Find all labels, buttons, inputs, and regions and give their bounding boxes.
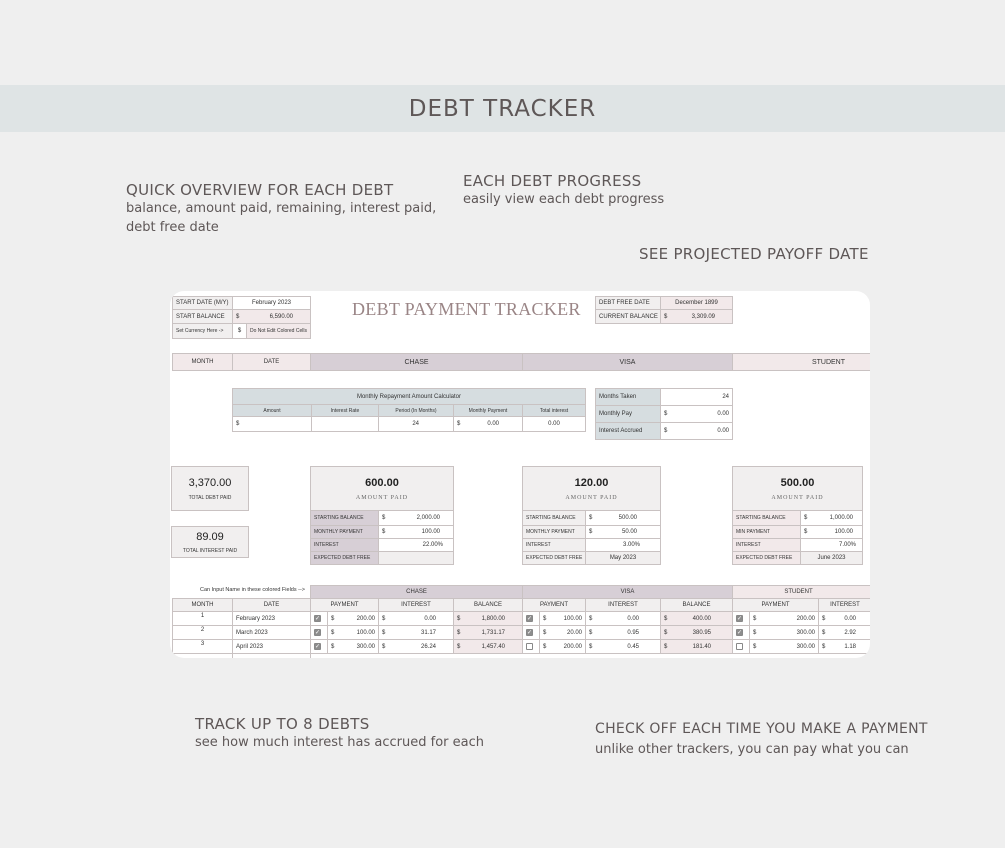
currency-symbol: $ <box>331 615 335 622</box>
ledger-balance: 1,800.00 <box>481 615 505 622</box>
debt-card-visa-summary <box>522 466 661 511</box>
ledger-payment-cell[interactable] <box>327 639 379 654</box>
caption-check-heading: CHECK OFF EACH TIME YOU MAKE A PAYMENT <box>595 721 928 737</box>
caption-overview <box>126 181 436 237</box>
calc-amount-input[interactable]: $ <box>232 416 312 432</box>
currency-symbol: $ <box>331 643 335 650</box>
ledger-interest-cell <box>818 625 870 640</box>
checkbox-icon[interactable]: ✓ <box>315 616 321 622</box>
caption-overview-heading: QUICK OVERVIEW FOR EACH DEBT <box>126 181 394 199</box>
calc-monthly-payment: 0.00 <box>487 421 499 427</box>
current-balance-value: 3,309.09 <box>691 313 715 320</box>
debt-card-visa-v1-cell <box>585 510 661 526</box>
do-not-edit-note: Do Not Edit Colored Cells <box>246 323 311 339</box>
sheet-title: DEBT PAYMENT TRACKER <box>352 299 581 319</box>
caption-payoff-heading: SEE PROJECTED PAYOFF DATE <box>639 245 869 263</box>
monthly-pay-value: 0.00 <box>717 411 729 417</box>
start-balance-cell <box>232 309 311 324</box>
debt-card-visa-l2: MONTHLY PAYMENT <box>522 525 586 539</box>
currency-symbol: $ <box>543 629 547 636</box>
debt-card-chase-v4 <box>378 551 454 565</box>
debt-free-date-value: December 1899 <box>660 296 733 310</box>
debt-card-visa-v3: 3.00% <box>585 538 661 552</box>
payment-checkbox[interactable] <box>310 639 328 654</box>
currency-input[interactable]: $ <box>232 323 247 339</box>
interest-accrued-label: Interest Accrued <box>595 422 661 440</box>
ledger-payment: 200.00 <box>356 615 375 622</box>
ledger-interest: 0.95 <box>627 629 639 636</box>
calc-col-interest-rate: Interest Rate <box>311 404 379 417</box>
checkbox-icon[interactable]: ✓ <box>527 616 533 622</box>
ledger-payment-cell[interactable] <box>749 611 819 626</box>
debt-card-visa-l4: EXPECTED DEBT FREE <box>522 551 586 565</box>
ledger-col-payment: PAYMENT <box>310 598 379 612</box>
debt-card-chase-l1: STARTING BALANCE <box>310 510 379 526</box>
caption-progress-heading: EACH DEBT PROGRESS <box>463 172 642 190</box>
caption-track-line1: see how much interest has accrued for each <box>195 735 484 750</box>
currency-label: Set Currency Here -> <box>172 323 233 339</box>
ledger-payment: 20.00 <box>566 629 582 636</box>
currency-symbol: $ <box>664 411 668 417</box>
header-date: DATE <box>232 353 311 371</box>
ledger-payment-cell[interactable] <box>539 625 586 640</box>
caption-check <box>595 721 928 759</box>
debt-card-visa-l3: INTEREST <box>522 538 586 552</box>
ledger-interest: 26.24 <box>420 643 436 650</box>
debt-card-chase-l3: INTEREST <box>310 538 379 552</box>
ledger-balance: 1,457.40 <box>481 643 505 650</box>
ledger-col-interest: INTEREST <box>585 598 661 612</box>
currency-symbol: $ <box>822 643 826 650</box>
ledger-debt-name-student[interactable]: STUDENT <box>732 585 870 599</box>
caption-progress-line1: easily view each debt progress <box>463 192 665 207</box>
ledger-payment: 200.00 <box>796 615 815 622</box>
payment-checkbox[interactable] <box>310 611 328 626</box>
caption-overview-line1: balance, amount paid, remaining, interest paid, <box>126 201 437 216</box>
currency-symbol: $ <box>804 529 808 535</box>
payment-checkbox[interactable] <box>732 611 750 626</box>
currency-symbol: $ <box>236 313 240 320</box>
debt-card-chase-v1: 2,000.00 <box>416 515 440 521</box>
debt-card-visa-amount-label: AMOUNT PAID <box>565 494 618 501</box>
ledger-balance-cell <box>660 625 733 640</box>
months-taken-label: Months Taken <box>595 388 661 406</box>
calc-col-period: Period (In Months) <box>378 404 454 417</box>
calc-col-total-interest: Total interest <box>522 404 586 417</box>
debt-card-visa-v2-cell <box>585 525 661 539</box>
debt-card-student-l1: STARTING BALANCE <box>732 510 801 526</box>
currency-symbol: $ <box>382 643 386 650</box>
ledger-interest: 0.45 <box>627 643 639 650</box>
calc-col-monthly-payment: Monthly Payment <box>453 404 523 417</box>
calc-monthly-payment-cell <box>453 416 523 432</box>
ledger-interest-cell <box>378 611 454 626</box>
currency-symbol: $ <box>753 615 757 622</box>
checkbox-icon[interactable]: ✓ <box>315 630 321 636</box>
debt-card-chase-l4: EXPECTED DEBT FREE <box>310 551 379 565</box>
header-month: MONTH <box>172 353 233 371</box>
debt-card-chase-v2-cell <box>378 525 454 539</box>
debt-card-visa-v2: 50.00 <box>621 529 637 535</box>
debt-card-student-v1: 1,000.00 <box>829 515 853 521</box>
currency-symbol: $ <box>457 421 461 427</box>
ledger-payment-cell[interactable] <box>749 625 819 640</box>
currency-symbol: $ <box>382 615 386 622</box>
ledger-col-balance: BALANCE <box>660 598 733 612</box>
debt-card-student-l2: MIN PAYMENT <box>732 525 801 539</box>
checkbox-icon[interactable]: ✓ <box>315 644 321 650</box>
ledger-interest-cell <box>585 639 661 654</box>
ledger-interest: 2.92 <box>844 629 856 636</box>
ledger-col-payment: PAYMENT <box>732 598 819 612</box>
ledger-interest-cell <box>585 611 661 626</box>
ledger-month-number: 2 <box>172 625 233 640</box>
ledger-interest: 0.00 <box>424 615 436 622</box>
ledger-payment-cell[interactable] <box>539 611 586 626</box>
currency-symbol: $ <box>753 629 757 636</box>
ledger-balance-cell <box>453 625 523 640</box>
ledger-balance-cell <box>453 611 523 626</box>
ledger-interest-cell <box>818 639 870 654</box>
debt-free-date-label: DEBT FREE DATE <box>595 296 661 310</box>
payment-checkbox[interactable] <box>310 625 328 640</box>
ledger-payment-cell[interactable] <box>327 625 379 640</box>
ledger-col-balance: BALANCE <box>453 598 523 612</box>
ledger-balance: 400.00 <box>692 615 711 622</box>
ledger-row-partial <box>232 653 311 658</box>
payment-checkbox[interactable] <box>732 625 750 640</box>
debt-card-chase-amount-label: AMOUNT PAID <box>355 494 409 501</box>
ledger-balance-cell <box>453 639 523 654</box>
ledger-hint: Can Input Name in these colored Fields --> <box>200 587 306 593</box>
header-debt-chase[interactable]: CHASE <box>310 353 523 371</box>
debt-card-student-v2-cell <box>800 525 863 539</box>
currency-symbol: $ <box>589 643 593 650</box>
start-date-label: START DATE (M/Y) <box>172 296 233 310</box>
total-interest-paid-value: 89.09 <box>196 530 224 543</box>
ledger-payment-cell[interactable] <box>327 611 379 626</box>
total-debt-paid-value: 3,370.00 <box>188 476 232 489</box>
currency-symbol: $ <box>457 643 461 650</box>
debt-card-visa-v1: 500.00 <box>618 515 637 521</box>
caption-track <box>195 715 484 752</box>
ledger-balance: 1,731.17 <box>481 629 505 636</box>
ledger-date: April 2023 <box>232 639 311 654</box>
currency-symbol: $ <box>664 643 668 650</box>
page-title: DEBT TRACKER <box>408 95 597 122</box>
payment-checkbox[interactable] <box>522 639 540 654</box>
debt-card-chase-l2: MONTHLY PAYMENT <box>310 525 379 539</box>
currency-symbol: $ <box>331 629 335 636</box>
ledger-date: March 2023 <box>232 625 311 640</box>
debt-card-student-summary <box>732 466 863 511</box>
ledger-payment: 200.00 <box>563 643 582 650</box>
start-balance-label: START BALANCE <box>172 309 233 324</box>
ledger-month-number: 3 <box>172 639 233 654</box>
ledger-date: February 2023 <box>232 611 311 626</box>
currency-symbol: $ <box>589 529 593 535</box>
currency-symbol: $ <box>664 629 668 636</box>
currency-symbol: $ <box>382 529 386 535</box>
caption-check-line1: unlike other trackers, you can pay what you can <box>595 742 909 757</box>
debt-card-student-v2: 100.00 <box>834 529 853 535</box>
debt-card-student-l4: EXPECTED DEBT FREE <box>732 551 801 565</box>
total-interest-paid-box <box>171 526 249 558</box>
debt-card-chase-amount: 600.00 <box>365 476 399 489</box>
debt-card-student-amount: 500.00 <box>780 476 815 489</box>
debt-card-student-l3: INTEREST <box>732 538 801 552</box>
calc-col-amount: Amount <box>232 404 312 417</box>
caption-track-heading: TRACK UP TO 8 DEBTS <box>195 715 370 733</box>
caption-payoff <box>639 245 869 263</box>
debt-card-chase-v2: 100.00 <box>421 529 440 535</box>
calc-total-interest: 0.00 <box>522 416 586 432</box>
calc-period-input[interactable]: 24 <box>378 416 454 432</box>
ledger-payment: 300.00 <box>356 643 375 650</box>
ledger-interest-cell <box>378 625 454 640</box>
total-debt-paid-box <box>171 466 249 511</box>
currency-symbol: $ <box>664 615 668 622</box>
start-date-value[interactable]: February 2023 <box>232 296 311 310</box>
ledger-row-partial <box>172 653 233 658</box>
debt-card-student-v1-cell <box>800 510 863 526</box>
debt-card-student-amount-label: AMOUNT PAID <box>771 494 824 501</box>
currency-symbol: $ <box>457 629 461 636</box>
checkbox-icon[interactable] <box>526 643 533 650</box>
currency-symbol: $ <box>382 515 386 521</box>
calc-interest-rate-input[interactable] <box>311 416 379 432</box>
caption-overview-line2: debt free date <box>126 220 219 235</box>
checkbox-icon[interactable]: ✓ <box>737 630 743 636</box>
currency-symbol: $ <box>822 629 826 636</box>
debt-card-visa-amount: 120.00 <box>574 476 609 489</box>
ledger-balance: 181.40 <box>692 643 711 650</box>
total-interest-paid-label: TOTAL INTEREST PAID <box>182 547 238 554</box>
checkbox-icon[interactable]: ✓ <box>737 616 743 622</box>
total-debt-paid-label: TOTAL DEBT PAID <box>188 494 232 501</box>
ledger-debt-name-chase[interactable]: CHASE <box>310 585 523 599</box>
currency-symbol: $ <box>664 313 668 320</box>
currency-symbol: $ <box>543 643 547 650</box>
currency-symbol: $ <box>589 615 593 622</box>
interest-accrued-value: 0.00 <box>717 428 729 434</box>
current-balance-cell <box>660 309 733 324</box>
title-banner <box>0 85 1005 132</box>
caption-progress <box>463 172 664 209</box>
ledger-balance-cell <box>660 639 733 654</box>
ledger-payment: 300.00 <box>796 643 815 650</box>
ledger-balance-cell <box>660 611 733 626</box>
spreadsheet-preview <box>170 291 870 658</box>
currency-symbol: $ <box>804 515 808 521</box>
debt-card-chase-v1-cell <box>378 510 454 526</box>
checkbox-icon[interactable] <box>736 643 743 650</box>
currency-symbol: $ <box>589 629 593 636</box>
header-debt-student[interactable]: STUDENT <box>732 353 870 371</box>
ledger-month-number: 1 <box>172 611 233 626</box>
currency-symbol: $ <box>457 615 461 622</box>
ledger-col-interest: INTEREST <box>378 598 454 612</box>
currency-symbol: $ <box>382 629 386 636</box>
ledger-payment: 100.00 <box>356 629 375 636</box>
current-balance-label: CURRENT BALANCE <box>595 309 661 324</box>
months-taken-value: 24 <box>660 388 733 406</box>
monthly-pay-label: Monthly Pay <box>595 405 661 423</box>
ledger-debt-name-visa[interactable]: VISA <box>522 585 733 599</box>
ledger-col-payment: PAYMENT <box>522 598 586 612</box>
ledger-payment-cell[interactable] <box>539 639 586 654</box>
calculator-title: Monthly Repayment Amount Calculator <box>232 388 586 405</box>
ledger-payment-cell[interactable] <box>749 639 819 654</box>
header-debt-visa[interactable]: VISA <box>522 353 733 371</box>
checkbox-icon[interactable]: ✓ <box>527 630 533 636</box>
debt-card-visa-l1: STARTING BALANCE <box>522 510 586 526</box>
payment-checkbox[interactable] <box>732 639 750 654</box>
payment-checkbox[interactable] <box>522 625 540 640</box>
debt-card-student-v4: June 2023 <box>800 551 863 565</box>
interest-accrued-cell <box>660 422 733 440</box>
ledger-col-month: MONTH <box>172 598 233 612</box>
debt-card-chase-v3: 22.00% <box>378 538 454 552</box>
currency-symbol: $ <box>753 643 757 650</box>
ledger-balance: 380.95 <box>692 629 711 636</box>
ledger-interest-cell <box>818 611 870 626</box>
debt-card-visa-v4: May 2023 <box>585 551 661 565</box>
ledger-interest: 0.00 <box>844 615 856 622</box>
ledger-col-date: DATE <box>232 598 311 612</box>
ledger-interest-cell <box>585 625 661 640</box>
ledger-interest: 31.17 <box>420 629 436 636</box>
start-balance-value: 6,590.00 <box>269 313 293 320</box>
monthly-pay-cell <box>660 405 733 423</box>
debt-card-student-v3: 7.00% <box>800 538 863 552</box>
currency-symbol: $ <box>822 615 826 622</box>
ledger-col-interest: INTEREST <box>818 598 870 612</box>
ledger-payment: 100.00 <box>563 615 582 622</box>
currency-symbol: $ <box>664 428 668 434</box>
ledger-payment: 300.00 <box>796 629 815 636</box>
ledger-interest-cell <box>378 639 454 654</box>
currency-symbol: $ <box>589 515 593 521</box>
currency-symbol: $ <box>543 615 547 622</box>
debt-card-chase-summary <box>310 466 454 511</box>
payment-checkbox[interactable] <box>522 611 540 626</box>
ledger-interest: 0.00 <box>627 615 639 622</box>
ledger-interest: 1.18 <box>844 643 856 650</box>
